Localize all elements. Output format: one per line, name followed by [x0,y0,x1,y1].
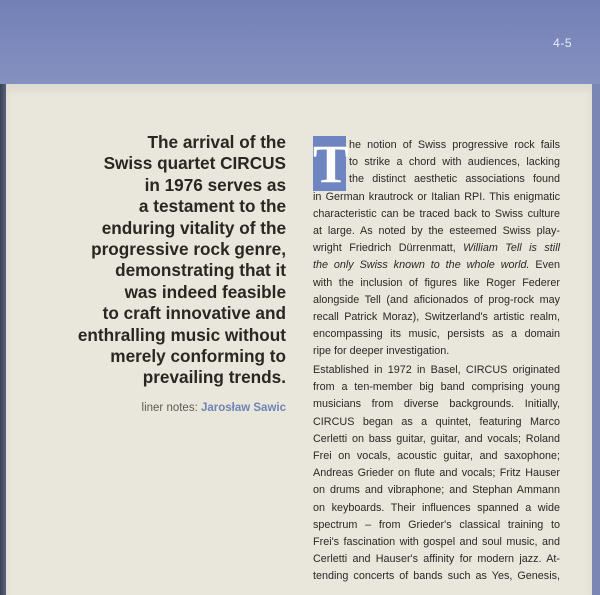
italic-quote: William Tell is still [463,242,560,255]
text-line: in German krautrock or Italian RPI. This enigmatic [313,190,560,203]
pull-quote-line: a testament to the [138,196,286,217]
text-line: spectrum – from Grieder's classical training to [313,518,560,531]
text-line: recall Patrick Moraz), Switzerland's artistic realm, [313,310,560,323]
pull-quote [40,132,286,389]
text-line: Andreas Grieder on flute and vocals; Fritz Hauser [313,467,560,480]
pull-quote-line: in 1976 serves as [144,174,286,195]
text-line: tending concerts of bands such as Yes, Genesis, [313,570,560,583]
text-line: encompassing its music, persists as a domain [313,328,560,341]
pull-quote-line: The arrival of the [147,132,286,152]
text-line: Cerletti on bass guitar, guitar, and vocals; Roland [313,432,560,445]
text-line: musicians from diverse backgrounds. Initially, [313,398,560,411]
cover-top-band [0,0,600,84]
page-number: 4-5 [553,36,572,50]
pull-quote-line: demonstrating that it [115,260,286,281]
text-line: Cerletti and Hauser's affinity for modern jazz. At- [313,553,560,566]
text-line: with the inclusion of figures like Roger Federer [313,276,560,289]
author-name: Jarosław Sawic [200,402,286,414]
text-run: Even [529,259,561,272]
text-line: Frei's fascination with gospel and soul music, and [313,535,560,548]
pull-quote-line: progressive rock genre, [91,239,286,260]
pull-quote-line: merely conforming to [110,346,286,367]
pull-quote-line: prevailing trends. [142,367,286,388]
text-line [313,240,560,257]
pull-quote-line: enduring vitality of the [101,217,286,238]
text-line: alongside Tell (and aficionados of prog-rock may [313,293,560,306]
liner-notes-credit [40,402,286,414]
text-line: on drums and vibraphone; and Stephan Ammann [313,484,560,497]
text-line [313,257,560,274]
text-line: to strike a chord with audiences, lacking [349,156,560,169]
text-line: Established in 1972 in Basel, CIRCUS originated [313,364,560,376]
credit-prefix: liner notes: [141,402,201,414]
text-line: CIRCUS began as a quintet, featuring Marco [313,415,560,428]
paragraph-2 [313,362,560,585]
text-line: from a ten-member big band comprising young [313,381,560,394]
text-run: wright Friedrich Dürrenmatt, [313,242,456,255]
pull-quote-line: enthralling music without [77,324,286,345]
paragraph-1 [313,134,561,360]
pull-quote-line: to craft innovative and [102,303,286,324]
text-line: the distinct aesthetic associations found [349,173,560,186]
text-line: ripe for deeper investigation. [313,345,450,358]
pull-quote-line: was indeed feasible [124,281,286,302]
italic-quote: the only Swiss known to the whole world. [313,259,530,272]
pull-quote-line: Swiss quartet CIRCUS [103,153,286,174]
text-line: at large. As noted by the esteemed Swiss play- [313,224,560,237]
text-line: on keyboards. Their influences spanned a wide [313,501,560,514]
text-line: he notion of Swiss progressive rock fails [349,139,560,151]
text-line: characteristic can be traced back to Swiss culture [313,207,560,220]
text-line: Frei on vocals, acoustic guitar, and saxophone; [313,449,560,462]
drop-cap: T [313,134,350,194]
